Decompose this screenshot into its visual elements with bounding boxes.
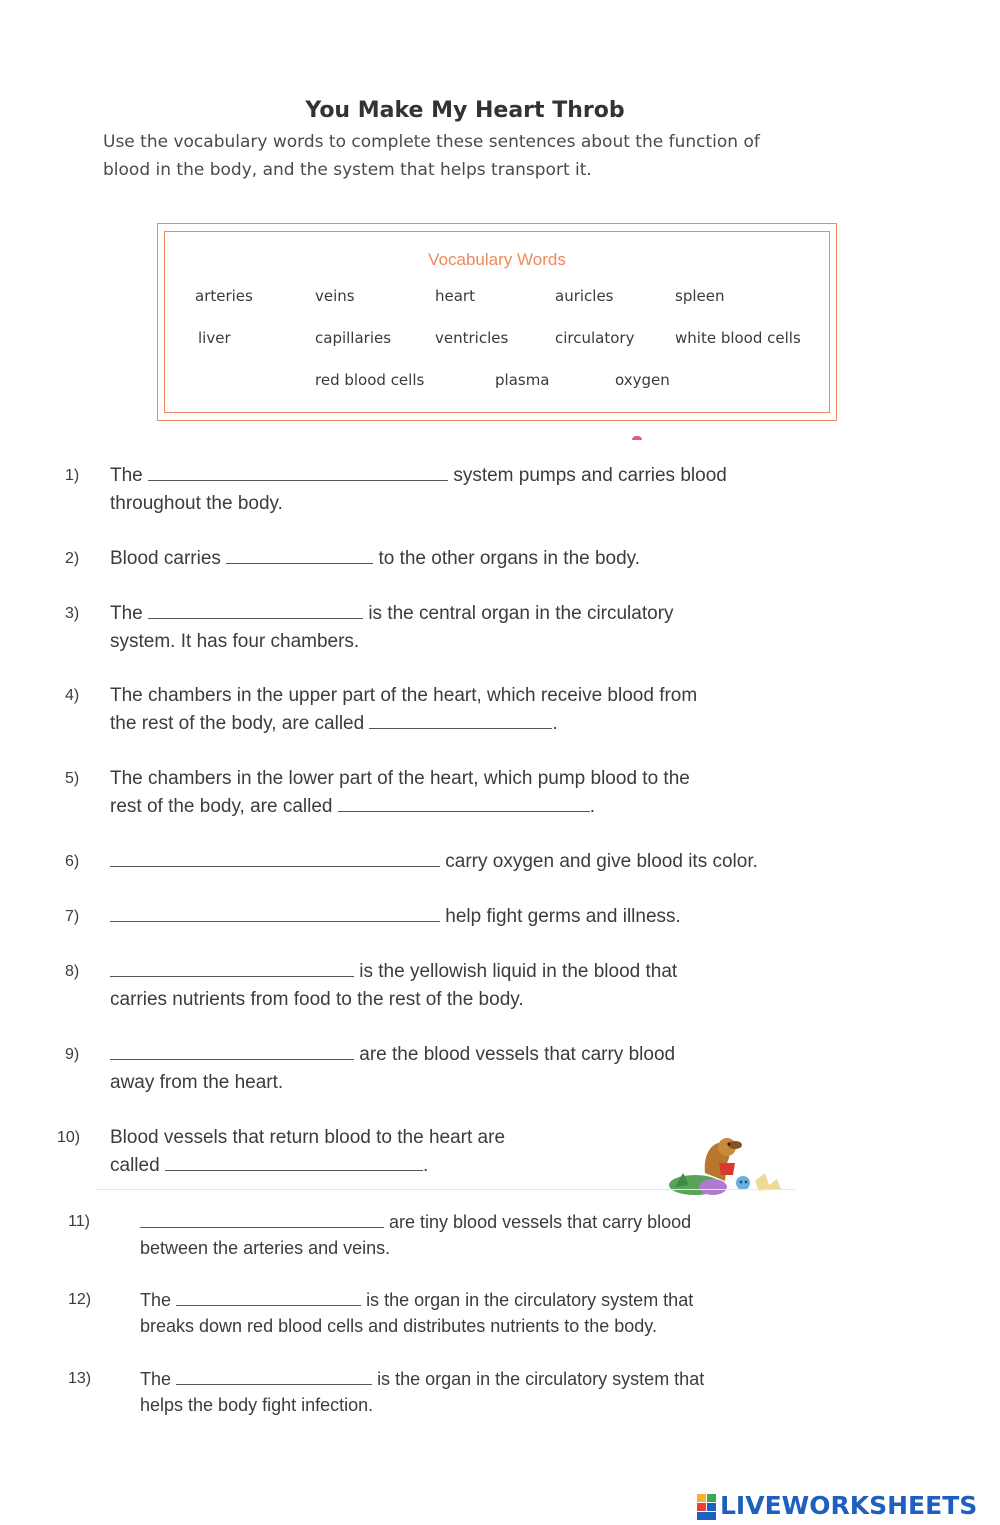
vocab-word-capillaries: capillaries [315,329,392,347]
answer-blank[interactable] [110,958,354,977]
question-8 [65,958,825,1018]
answer-blank[interactable] [110,848,440,867]
question-text-line-2: carries nutrients from food to the rest of the body. [110,989,524,1010]
instructions-line-1: Use the vocabulary words to complete these sentences about the function of [103,132,760,152]
question-text-end: . [422,1155,429,1176]
question-text: The [140,1369,172,1389]
question-text-line-2: system. It has four chambers. [110,631,360,652]
page-title: You Make My Heart Throb [305,98,625,123]
vocab-word-arteries: arteries [195,287,253,305]
question-number: 1) [65,467,80,484]
question-5 [65,765,825,825]
vocabulary-box [157,223,837,421]
question-7 [65,903,825,933]
question-text-end: . [589,796,596,817]
question-text-line-2: breaks down red blood cells and distributes nutrients to the body. [140,1316,657,1336]
vocab-word-ventricles: ventricles [435,329,509,347]
question-2 [65,545,825,575]
vocab-word-white-blood-cells: white blood cells [675,329,801,347]
vocab-word-spleen: spleen [675,287,725,305]
question-text: to the other organs in the body. [378,548,641,569]
question-text: is the central organ in the circulatory [368,603,674,624]
question-text-line-2: away from the heart. [110,1072,284,1093]
question-text: help fight germs and illness. [445,906,681,927]
dog-clipart-icon [665,1133,793,1195]
question-number: 12) [68,1291,92,1308]
answer-blank[interactable] [226,545,373,564]
question-text-line-2: the rest of the body, are called [110,713,365,734]
vocab-word-veins: veins [315,287,355,305]
question-text: system pumps and carries blood [453,465,727,486]
question-13 [68,1365,828,1425]
question-9 [65,1041,825,1101]
answer-blank[interactable] [338,793,590,812]
instructions-line-2: blood in the body, and the system that helps transport it. [103,160,592,180]
instructions [103,128,833,184]
question-text-line-2: called [110,1155,160,1176]
question-text: The chambers in the lower part of the heart, which pump blood to the [110,768,690,789]
vocab-word-liver: liver [198,329,231,347]
question-number: 5) [65,770,80,787]
vocab-word-oxygen: oxygen [615,371,670,389]
section-divider [95,1189,795,1190]
question-1 [65,462,825,522]
question-6 [65,848,825,878]
vocab-word-auricles: auricles [555,287,614,305]
question-number: 9) [65,1046,80,1063]
question-number: 7) [65,908,80,925]
question-text-line-2: helps the body fight infection. [140,1395,374,1415]
question-10 [57,1124,657,1184]
question-number: 13) [68,1370,92,1387]
question-text-line-2: rest of the body, are called [110,796,333,817]
answer-blank[interactable] [176,1287,361,1306]
question-text: are the blood vessels that carry blood [359,1044,676,1065]
question-number: 3) [65,605,80,622]
question-text-line-2: between the arteries and veins. [140,1238,391,1258]
question-number: 4) [65,687,80,704]
question-text: The [140,1290,172,1310]
question-number: 6) [65,853,80,870]
question-12 [68,1286,828,1346]
question-text: The chambers in the upper part of the heart, which receive blood from [110,685,698,706]
question-text-end: . [552,713,558,734]
question-text: The [110,603,143,624]
vocab-word-circulatory: circulatory [555,329,635,347]
question-text-line-2: throughout the body. [110,493,283,514]
liveworksheets-brand[interactable]: LIVEWORKSHEETS [720,1491,978,1520]
question-text: Blood carries [110,548,221,569]
question-text: carry oxygen and give blood its color. [445,851,758,872]
question-text: is the yellowish liquid in the blood that [359,961,678,982]
liveworksheets-logo-icon [697,1494,717,1520]
answer-blank[interactable] [165,1152,423,1171]
vocabulary-heading: Vocabulary Words [428,250,566,269]
question-number: 11) [68,1213,90,1230]
question-text: is the organ in the circulatory system that [366,1290,694,1310]
answer-blank[interactable] [110,1041,354,1060]
question-text: Blood vessels that return blood to the heart are [110,1127,506,1148]
question-text: are tiny blood vessels that carry blood [389,1212,692,1232]
question-3 [65,600,825,660]
question-number: 2) [65,550,80,567]
answer-blank[interactable] [140,1209,384,1228]
question-text: is the organ in the circulatory system that [377,1369,705,1389]
question-text: The [110,465,143,486]
answer-blank[interactable] [148,462,448,481]
answer-blank[interactable] [176,1366,372,1385]
vocab-word-heart: heart [435,287,475,305]
decorative-mark [632,436,642,440]
vocab-word-plasma: plasma [495,371,550,389]
answer-blank[interactable] [148,600,363,619]
question-number: 10) [57,1129,81,1146]
vocab-word-red-blood-cells: red blood cells [315,371,425,389]
question-4 [65,682,825,742]
answer-blank[interactable] [110,903,440,922]
answer-blank[interactable] [369,710,552,729]
question-11 [68,1208,828,1268]
question-number: 8) [65,963,80,980]
